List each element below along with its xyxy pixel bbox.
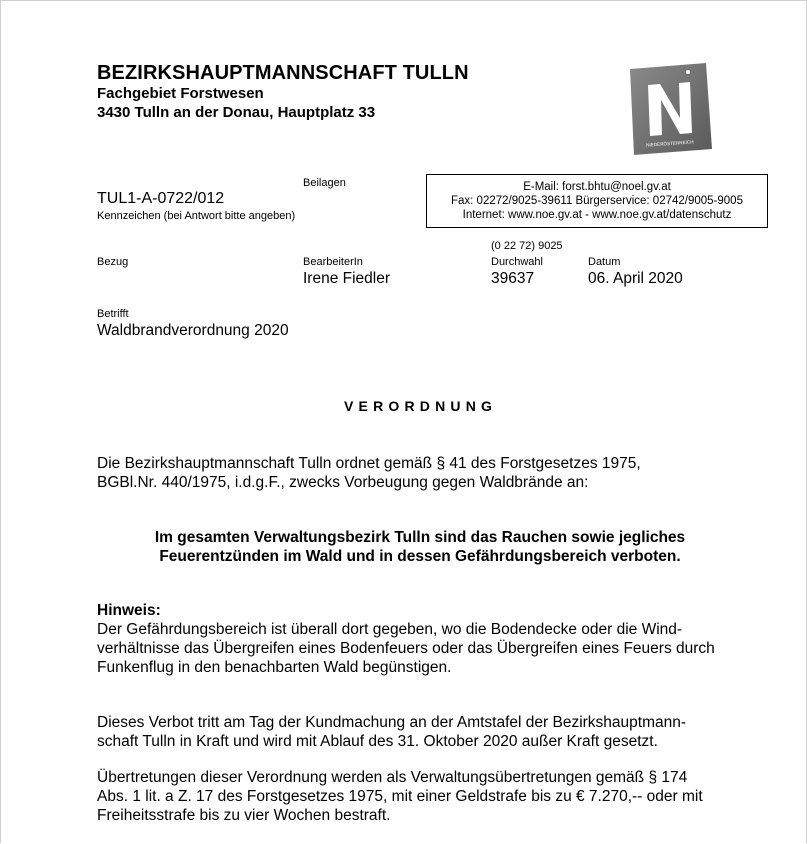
bezug-label: Bezug [97, 256, 129, 268]
datum-label: Datum [588, 256, 621, 268]
betrifft-value: Waldbrandverordnung 2020 [97, 322, 289, 339]
bearbeiter-label: BearbeiterIn [303, 256, 363, 268]
bearbeiter-name: Irene Fiedler [303, 270, 391, 287]
penalty-line-3: Freiheitsstrafe bis zu vier Wochen bestraft. [97, 807, 391, 824]
contact-email: E-Mail: forst.bhtu@noel.gv.at [523, 181, 671, 193]
logo-text: NIEDERÖSTERREICH [646, 139, 694, 148]
hinweis-line-2: verhältnisse das Übergreifen eines Bodenfeuers oder das Übergreifen eines Feuers durch [97, 640, 715, 657]
document-title: VERORDNUNG [344, 398, 498, 414]
niederoesterreich-logo [628, 63, 712, 155]
intro-line-1: Die Bezirkshauptmannschaft Tulln ordnet gemäß § 41 des Forstgesetzes 1975, [97, 455, 641, 472]
intro-line-2: BGBl.Nr. 440/1975, i.d.g.F., zwecks Vorbeugung gegen Waldbrände an: [97, 474, 589, 491]
reference-hint: Kennzeichen (bei Antwort bitte angeben) [97, 210, 296, 222]
validity-line-2: schaft Tulln in Kraft und wird mit Ablauf des 31. Oktober 2020 außer Kraft gesetzt. [97, 733, 658, 750]
contact-internet: Internet: www.noe.gv.at - www.noe.gv.at/datenschutz [462, 209, 732, 221]
reference-code: TUL1-A-0722/012 [97, 190, 225, 207]
ordinance-line-2: Feuerentzünden im Wald und in dessen Gefährdungsbereich verboten. [159, 548, 681, 565]
address: 3430 Tulln an der Donau, Hauptplatz 33 [97, 104, 376, 121]
authority-name: BEZIRKSHAUPTMANNSCHAFT TULLN [97, 62, 469, 84]
beilagen-label: Beilagen [303, 177, 346, 189]
hinweis-line-1: Der Gefährdungsbereich ist überall dort gegeben, wo die Bodendecke oder die Wind- [97, 621, 683, 638]
contact-fax: Fax: 02272/9025-39611 Bürgerservice: 02742/9005-9005 [451, 195, 743, 207]
phone-prefix: (0 22 72) 9025 [491, 240, 563, 252]
hinweis-heading: Hinweis: [97, 602, 161, 619]
datum-value: 06. April 2020 [588, 270, 683, 287]
contact-box [426, 174, 768, 228]
betrifft-label: Betrifft [97, 308, 129, 320]
penalty-line-2: Abs. 1 lit. a Z. 17 des Forstgesetzes 1975, mit einer Geldstrafe bis zu € 7.270,-- oder mit [97, 788, 703, 805]
validity-line-1: Dieses Verbot tritt am Tag der Kundmachung an der Amtstafel der Bezirkshauptmann- [97, 714, 687, 731]
durchwahl-value: 39637 [491, 270, 535, 287]
hinweis-line-3: Funkenflug in den benachbarten Wald begünstigen. [97, 659, 452, 676]
department: Fachgebiet Forstwesen [97, 85, 264, 102]
ordinance-line-1: Im gesamten Verwaltungsbezirk Tulln sind das Rauchen sowie jegliches [154, 529, 686, 546]
durchwahl-label: Durchwahl [491, 256, 543, 268]
penalty-line-1: Übertretungen dieser Verordnung werden als Verwaltungsübertretungen gemäß § 174 [97, 769, 688, 786]
